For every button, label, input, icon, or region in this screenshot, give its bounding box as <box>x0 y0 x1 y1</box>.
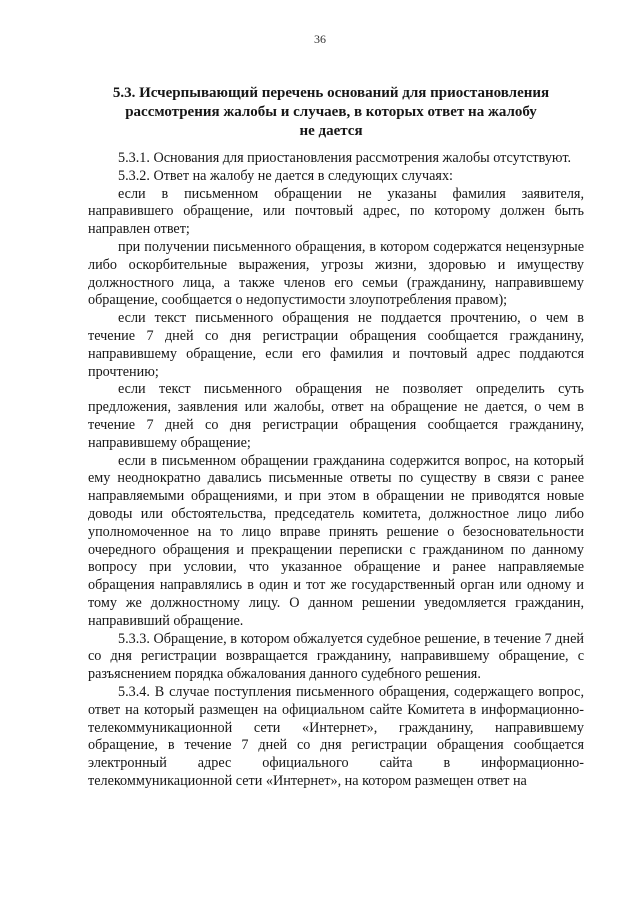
paragraph-5-3-1: 5.3.1. Основания для приостановления рассмотрения жалобы отсутствуют. <box>118 150 572 166</box>
body-text <box>88 150 584 791</box>
paragraph-5-3-4: 5.3.4. В случае поступления письменного обращения, содержащего вопрос, ответ на который размещен на официальном сайте Комитета в информационно-телекоммуникационной сети «Интернет», гражданину, направившему обращение, в течение 7 дней со дня регистрации обращения сообщается электронный адрес официального сайта в информационно-телекоммуникационной сети «Интернет», на котором размещен ответ на <box>88 683 584 789</box>
section-heading-line-2: рассмотрения жалобы и случаев, в которых ответ на жалобу <box>125 104 537 120</box>
paragraph-case-offensive: при получении письменного обращения, в котором содержатся нецензурные либо оскорбительные выражения, угрозы жизни, здоровью и имуществу должностного лица, а также членов его семьи (гражданину, направившему обращение, сообщается о недопустимости злоупотребления правом); <box>88 238 584 309</box>
paragraph-case-repeated-question: если в письменном обращении гражданина содержится вопрос, на который ему неоднократно давались письменные ответы по существу в связи с ранее направляемыми обращениями, и при этом в обращении не приводятся новые доводы или обстоятельства, председатель комитета, должностное лицо либо уполномоченное на то лицо вправе принять решение о безосновательности очередного обращения и прекращении переписки с гражданином по данному вопросу при условии, что указанное обращение и ранее направляемые обращения направлялись в один и тот же государственный орган или одному и тому же должностному лицу. О данном решении уведомляется гражданин, направивший обращение. <box>88 452 584 629</box>
paragraph-5-3-3: 5.3.3. Обращение, в котором обжалуется судебное решение, в течение 7 дней со дня регистрации возвращается гражданину, направившему обращение, с разъяснением порядка обжалования данного судебного решения. <box>88 630 584 683</box>
section-heading-line-3: не дается <box>299 123 363 139</box>
section-heading-line-1: 5.3. Исчерпывающий перечень оснований для приостановления <box>112 85 550 101</box>
paragraph-case-unreadable: если текст письменного обращения не поддается прочтению, о чем в течение 7 дней со дня регистрации обращения сообщается гражданину, направившему обращение, если его фамилия и почтовый адрес поддаются прочтению; <box>88 310 584 380</box>
paragraph-5-3-2: 5.3.2. Ответ на жалобу не дается в следующих случаях: <box>118 167 453 184</box>
paragraph-case-no-name-address: если в письменном обращении не указаны фамилия заявителя, направившего обращение, или почтовый адрес, по которому должен быть направлен ответ; <box>88 185 584 238</box>
page-number: 36 <box>314 32 326 46</box>
section-heading <box>108 84 554 141</box>
paragraph-case-unclear-essence: если текст письменного обращения не позволяет определить суть предложения, заявления или жалобы, ответ на обращение не дается, о чем в течение 7 дней со дня регистрации обращения сообщается гражданину, направившему обращение; <box>88 381 584 451</box>
